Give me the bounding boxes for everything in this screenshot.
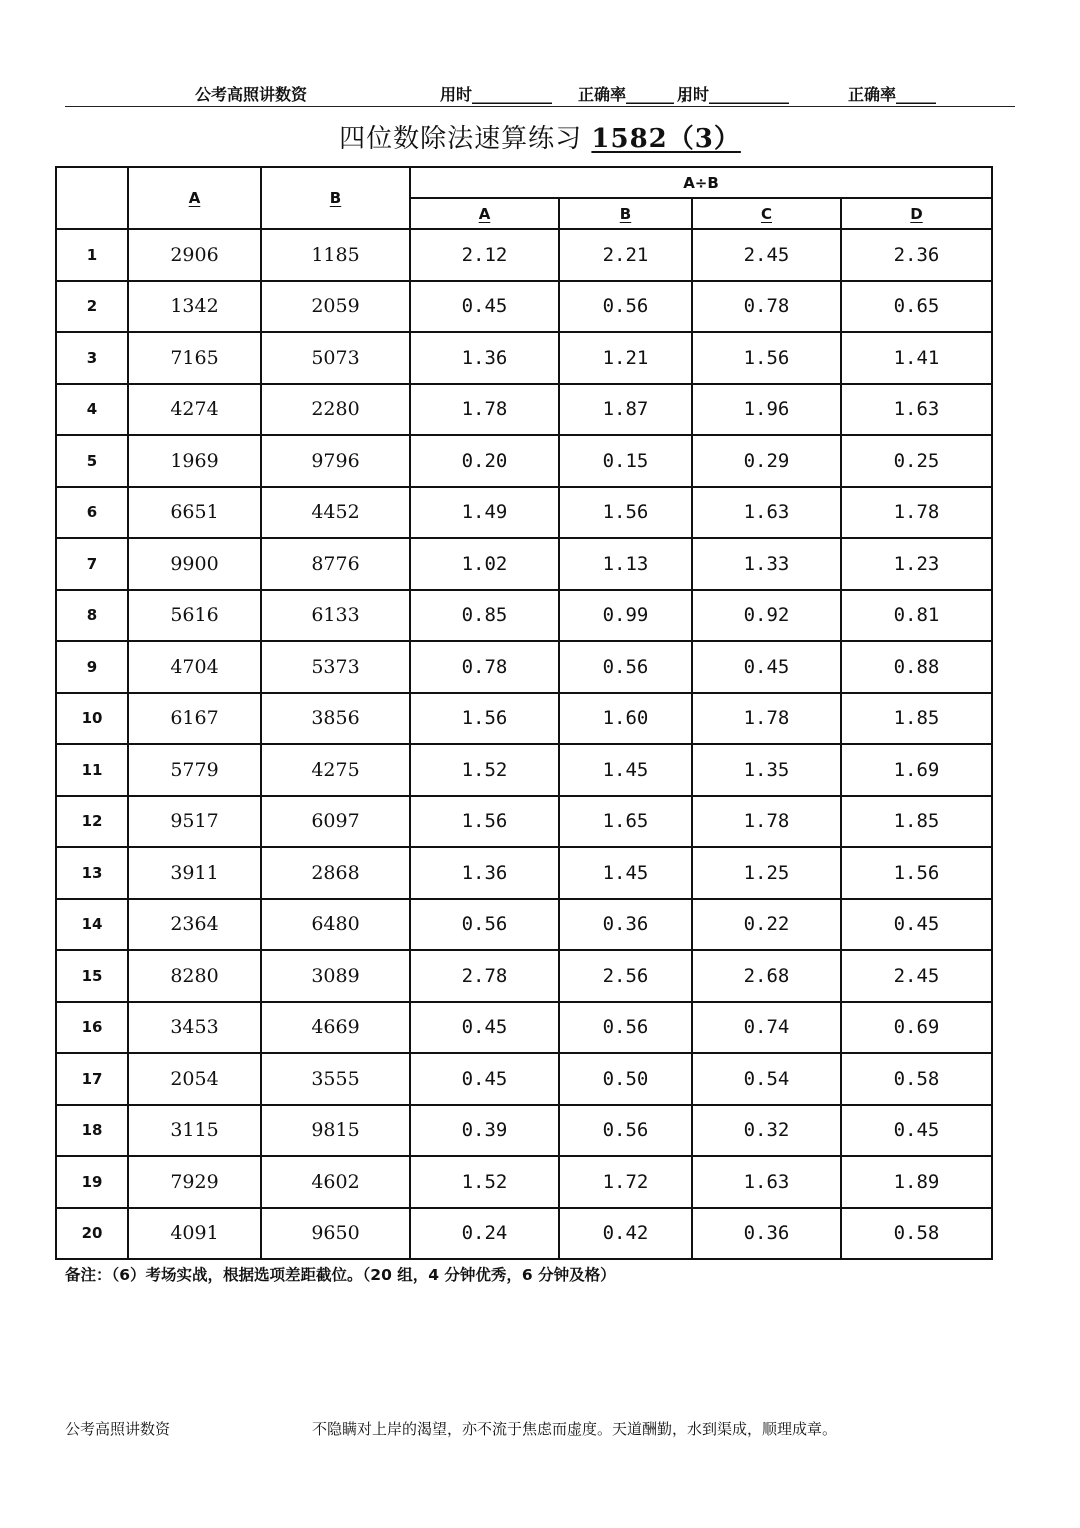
title-number: 1582（3） <box>591 124 741 154</box>
row-number: 20 <box>56 1208 128 1260</box>
table-row <box>56 332 992 384</box>
table-row <box>56 1053 992 1105</box>
row-number: 19 <box>56 1156 128 1208</box>
row-number: 16 <box>56 1002 128 1054</box>
value-a: 5616 <box>128 590 261 642</box>
col-b-label: B <box>329 189 342 207</box>
option-c-value: 1.63 <box>692 1156 841 1208</box>
table-row <box>56 229 992 281</box>
option-b-value: 1.60 <box>559 693 692 745</box>
row-number: 3 <box>56 332 128 384</box>
option-c-value: 0.45 <box>692 641 841 693</box>
col-b-header <box>261 167 410 229</box>
option-label: D <box>910 204 923 223</box>
option-d-value: 1.56 <box>841 847 992 899</box>
value-b: 8776 <box>261 538 410 590</box>
value-a: 9517 <box>128 796 261 848</box>
option-b-value: 1.45 <box>559 847 692 899</box>
option-c-value: 1.33 <box>692 538 841 590</box>
table-row <box>56 693 992 745</box>
option-b-value: 0.56 <box>559 641 692 693</box>
value-b: 2280 <box>261 384 410 436</box>
option-d-value: 0.45 <box>841 899 992 951</box>
option-d-value: 0.58 <box>841 1053 992 1105</box>
option-a-value: 0.24 <box>410 1208 559 1260</box>
value-b: 4602 <box>261 1156 410 1208</box>
value-a: 2364 <box>128 899 261 951</box>
option-a-value: 2.12 <box>410 229 559 281</box>
row-number: 15 <box>56 950 128 1002</box>
option-b-value: 1.56 <box>559 487 692 539</box>
option-d-value: 1.78 <box>841 487 992 539</box>
table-row <box>56 1002 992 1054</box>
option-d-value: 0.25 <box>841 435 992 487</box>
time-field-2: 用时__________ <box>677 85 790 104</box>
exercise-table <box>55 166 993 1260</box>
table-body <box>56 229 992 1259</box>
option-d-value: 0.65 <box>841 281 992 333</box>
value-b: 4669 <box>261 1002 410 1054</box>
index-header-cell <box>56 167 128 229</box>
division-group-header: A÷B <box>410 167 992 198</box>
value-a: 3453 <box>128 1002 261 1054</box>
row-number: 1 <box>56 229 128 281</box>
option-b-value: 0.42 <box>559 1208 692 1260</box>
table-row <box>56 281 992 333</box>
option-a-value: 1.36 <box>410 332 559 384</box>
option-label: A <box>478 204 491 223</box>
value-a: 7165 <box>128 332 261 384</box>
option-c-value: 1.78 <box>692 693 841 745</box>
value-b: 6480 <box>261 899 410 951</box>
option-d-value: 0.58 <box>841 1208 992 1260</box>
value-b: 6133 <box>261 590 410 642</box>
footer-brand: 公考高照讲数资 <box>65 1420 171 1438</box>
table-row <box>56 796 992 848</box>
option-a-header <box>410 198 559 229</box>
row-number: 17 <box>56 1053 128 1105</box>
table-row <box>56 1105 992 1157</box>
option-c-value: 0.29 <box>692 435 841 487</box>
option-d-header <box>841 198 992 229</box>
row-number: 8 <box>56 590 128 642</box>
option-b-value: 1.65 <box>559 796 692 848</box>
table-row <box>56 1156 992 1208</box>
option-b-value: 2.56 <box>559 950 692 1002</box>
option-c-value: 1.25 <box>692 847 841 899</box>
footer-motto: 不隐瞒对上岸的渴望，亦不流于焦虑而虚度。天道酬勤，水到渠成，顺理成章。 <box>312 1420 838 1438</box>
option-d-value: 1.85 <box>841 693 992 745</box>
row-number: 10 <box>56 693 128 745</box>
option-c-value: 0.32 <box>692 1105 841 1157</box>
option-b-value: 0.15 <box>559 435 692 487</box>
option-a-value: 0.45 <box>410 1002 559 1054</box>
option-b-value: 0.56 <box>559 1105 692 1157</box>
option-d-value: 1.23 <box>841 538 992 590</box>
table-row <box>56 590 992 642</box>
value-a: 4091 <box>128 1208 261 1260</box>
value-b: 3555 <box>261 1053 410 1105</box>
table-row <box>56 899 992 951</box>
option-d-value: 0.69 <box>841 1002 992 1054</box>
value-a: 2906 <box>128 229 261 281</box>
row-number: 11 <box>56 744 128 796</box>
option-a-value: 0.20 <box>410 435 559 487</box>
table-row <box>56 435 992 487</box>
row-number: 9 <box>56 641 128 693</box>
option-label: C <box>760 204 772 223</box>
header-bar <box>65 80 1015 107</box>
value-b: 4275 <box>261 744 410 796</box>
table-row <box>56 641 992 693</box>
row-number: 5 <box>56 435 128 487</box>
table-row <box>56 487 992 539</box>
col-a-header <box>128 167 261 229</box>
value-b: 9650 <box>261 1208 410 1260</box>
value-a: 7929 <box>128 1156 261 1208</box>
option-d-value: 0.45 <box>841 1105 992 1157</box>
option-c-value: 1.35 <box>692 744 841 796</box>
option-d-value: 1.89 <box>841 1156 992 1208</box>
option-a-value: 1.52 <box>410 1156 559 1208</box>
value-b: 5073 <box>261 332 410 384</box>
value-b: 1185 <box>261 229 410 281</box>
value-a: 1969 <box>128 435 261 487</box>
option-d-value: 2.45 <box>841 950 992 1002</box>
option-c-value: 1.63 <box>692 487 841 539</box>
option-d-value: 1.41 <box>841 332 992 384</box>
table-row <box>56 847 992 899</box>
value-b: 9796 <box>261 435 410 487</box>
value-a: 4274 <box>128 384 261 436</box>
header-row-1 <box>56 167 992 198</box>
option-c-value: 0.22 <box>692 899 841 951</box>
option-a-value: 0.39 <box>410 1105 559 1157</box>
option-b-value: 1.87 <box>559 384 692 436</box>
option-b-value: 0.99 <box>559 590 692 642</box>
option-b-value: 1.13 <box>559 538 692 590</box>
option-b-value: 2.21 <box>559 229 692 281</box>
option-c-value: 2.45 <box>692 229 841 281</box>
option-a-value: 1.78 <box>410 384 559 436</box>
option-a-value: 1.56 <box>410 693 559 745</box>
option-c-header <box>692 198 841 229</box>
option-c-value: 1.56 <box>692 332 841 384</box>
option-c-value: 0.74 <box>692 1002 841 1054</box>
accuracy-field-2: 正确率_____ <box>848 85 937 104</box>
option-c-value: 0.92 <box>692 590 841 642</box>
option-d-value: 0.88 <box>841 641 992 693</box>
accuracy-field-1: 正确率______ ； <box>578 85 696 104</box>
value-b: 2868 <box>261 847 410 899</box>
value-b: 2059 <box>261 281 410 333</box>
header-brand: 公考高照讲数资 <box>195 85 308 104</box>
option-a-value: 0.45 <box>410 1053 559 1105</box>
row-number: 7 <box>56 538 128 590</box>
value-a: 1342 <box>128 281 261 333</box>
row-number: 2 <box>56 281 128 333</box>
value-b: 9815 <box>261 1105 410 1157</box>
option-c-value: 2.68 <box>692 950 841 1002</box>
option-c-value: 0.36 <box>692 1208 841 1260</box>
option-b-value: 1.21 <box>559 332 692 384</box>
option-a-value: 0.78 <box>410 641 559 693</box>
table-row <box>56 744 992 796</box>
option-b-value: 0.56 <box>559 281 692 333</box>
value-b: 3089 <box>261 950 410 1002</box>
option-b-value: 1.72 <box>559 1156 692 1208</box>
option-c-value: 0.54 <box>692 1053 841 1105</box>
option-c-value: 1.96 <box>692 384 841 436</box>
value-a: 9900 <box>128 538 261 590</box>
note-text: 备注：（6）考场实战，根据选项差距截位。（20 组，4 分钟优秀，6 分钟及格） <box>65 1266 616 1284</box>
value-b: 4452 <box>261 487 410 539</box>
option-a-value: 0.85 <box>410 590 559 642</box>
row-number: 6 <box>56 487 128 539</box>
option-a-value: 1.02 <box>410 538 559 590</box>
value-b: 5373 <box>261 641 410 693</box>
option-c-value: 0.78 <box>692 281 841 333</box>
option-b-header <box>559 198 692 229</box>
table-row <box>56 1208 992 1260</box>
table-row <box>56 384 992 436</box>
option-a-value: 0.56 <box>410 899 559 951</box>
value-a: 3911 <box>128 847 261 899</box>
option-d-value: 1.69 <box>841 744 992 796</box>
option-a-value: 1.52 <box>410 744 559 796</box>
option-d-value: 1.85 <box>841 796 992 848</box>
title-text: 四位数除法速算练习 <box>339 124 583 154</box>
option-b-value: 1.45 <box>559 744 692 796</box>
time-field-1: 用时__________ <box>440 85 553 104</box>
option-b-value: 0.36 <box>559 899 692 951</box>
option-d-value: 1.63 <box>841 384 992 436</box>
option-d-value: 2.36 <box>841 229 992 281</box>
option-a-value: 2.78 <box>410 950 559 1002</box>
row-number: 18 <box>56 1105 128 1157</box>
col-a-label: A <box>188 189 201 207</box>
value-a: 2054 <box>128 1053 261 1105</box>
value-a: 6167 <box>128 693 261 745</box>
option-d-value: 0.81 <box>841 590 992 642</box>
value-b: 6097 <box>261 796 410 848</box>
value-a: 8280 <box>128 950 261 1002</box>
option-c-value: 1.78 <box>692 796 841 848</box>
row-number: 14 <box>56 899 128 951</box>
option-a-value: 0.45 <box>410 281 559 333</box>
table-row <box>56 950 992 1002</box>
page-title <box>0 118 1080 155</box>
option-a-value: 1.49 <box>410 487 559 539</box>
row-number: 4 <box>56 384 128 436</box>
option-a-value: 1.36 <box>410 847 559 899</box>
value-a: 3115 <box>128 1105 261 1157</box>
value-a: 6651 <box>128 487 261 539</box>
option-a-value: 1.56 <box>410 796 559 848</box>
row-number: 12 <box>56 796 128 848</box>
value-a: 4704 <box>128 641 261 693</box>
option-b-value: 0.56 <box>559 1002 692 1054</box>
option-label: B <box>619 204 632 223</box>
value-b: 3856 <box>261 693 410 745</box>
option-b-value: 0.50 <box>559 1053 692 1105</box>
row-number: 13 <box>56 847 128 899</box>
value-a: 5779 <box>128 744 261 796</box>
table-row <box>56 538 992 590</box>
